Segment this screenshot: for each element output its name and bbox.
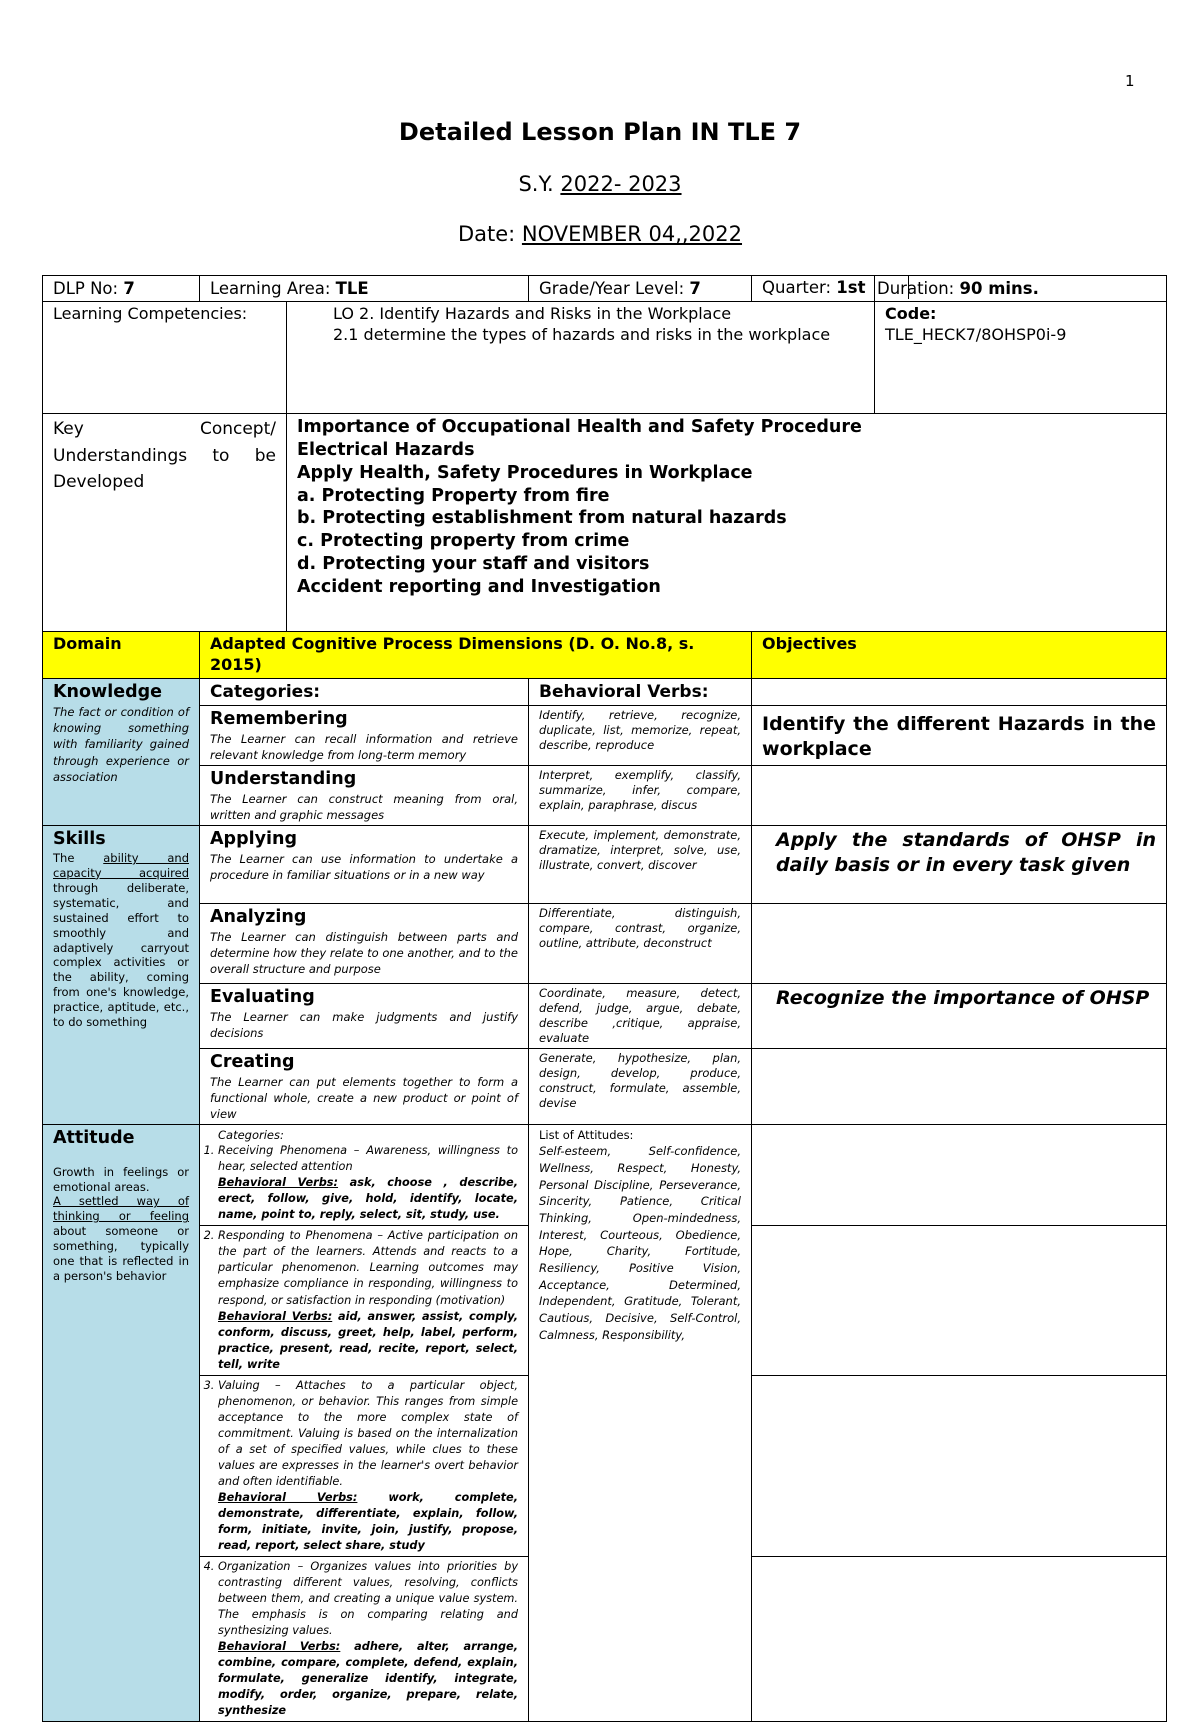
date-label: Date:	[457, 222, 522, 246]
cognitive-row-applying	[43, 826, 1167, 904]
key-concept-item: b. Protecting establishment from natural hazards	[297, 508, 787, 529]
category-desc: The Learner can use information to undertake a procedure in familiar situations or in a new way	[210, 851, 519, 882]
cognitive-row-understanding	[43, 766, 1167, 826]
attitude-item: 4. Organization – Organizes values into priorities by contrasting different values, resolving, conflicts between them, and creating a unique value system. The emphasis is on comparing relating and synthesizing values. Behavioral Verbs: adhere, alter, arrange, combine, compare, complete, defend, explain, formulate, generalize identify, integrate, modify, order, organize, prepare, relate, synthesize	[218, 1559, 518, 1719]
attitude-list: Self-esteem, Self-confidence, Wellness, Respect, Honesty, Personal Discipline, Perseverance, Sincerity, Patience, Critical Thinking, Open-mindedness, Interest, Courteous, Obedience, Hope, Charity, Fortitude, Resiliency, Positive Vision, Acceptance, Determined, Independent, Gratitude, Tolerant, Cautious, Decisive, Self-Control, Calmness, Responsibility,	[539, 1144, 742, 1342]
knowledge-desc: The fact or condition of knowing something with familiarity gained through experience or association	[53, 704, 189, 785]
sy-label: S.Y.	[518, 172, 561, 196]
objective: Identify the different Hazards in the workplace	[752, 706, 1167, 766]
attitude-row-1	[43, 1124, 1167, 1225]
key-concept-content	[287, 414, 1167, 632]
page-title: Detailed Lesson Plan IN TLE 7	[398, 118, 802, 146]
behavioral-verbs: Interpret, exemplify, classify, summarize, infer, compare, explain, paraphrase, discus	[529, 766, 752, 826]
behavioral-verbs: Differentiate, distinguish, compare, contrast, organize, outline, attribute, deconstruct	[529, 904, 752, 984]
category-desc: The Learner can distinguish between parts and determine how they relate to one another, and to the overall structure and purpose	[210, 929, 519, 977]
competency-line-2: 2.1 determine the types of hazards and risks in the workplace	[333, 325, 831, 345]
key-concept-item: Importance of Occupational Health and Safety Procedure	[297, 417, 862, 438]
page-number: 1	[1125, 72, 1135, 90]
competencies-content	[287, 302, 875, 414]
attitude-title: Attitude	[53, 1127, 135, 1148]
category-name: Creating	[210, 1051, 295, 1072]
category-desc: The Learner can recall information and retrieve relevant knowledge from long-term memory	[210, 731, 519, 762]
objectives-header: Objectives	[752, 632, 1167, 679]
objective	[752, 1048, 1167, 1124]
category-name: Evaluating	[210, 987, 315, 1008]
category-name: Understanding	[210, 769, 357, 790]
objective	[752, 904, 1167, 984]
competency-line-1: LO 2. Identify Hazards and Risks in the Workplace	[333, 304, 732, 324]
attitude-cell: Attitude Growth in feelings or emotional areas. A settled way of thinking or feeling about someone or something, typically one that is reflected in a person's behavior	[43, 1124, 200, 1721]
sy-value: 2022- 2023	[560, 172, 682, 196]
lesson-plan-table	[42, 275, 1167, 1722]
code-label: Code:	[885, 304, 937, 324]
key-concept-item: Electrical Hazards	[297, 440, 475, 461]
domain-header-row	[43, 632, 1167, 679]
header-row	[43, 276, 1167, 302]
attitude-categories-label: Categories:	[218, 1127, 284, 1142]
knowledge-cell	[43, 679, 200, 826]
categories-row	[43, 679, 1167, 706]
category-desc: The Learner can construct meaning from oral, written and graphic messages	[210, 791, 519, 822]
key-concept-row	[43, 414, 1167, 632]
attitude-item: 3. Valuing – Attaches to a particular object, phenomenon, or behavior. This ranges from simple acceptance to the more complex state of commitment. Valuing is based on the internalization of a set of specified values, while clues to these values are expresses in the learner's overt behavior and often identifiable. Behavioral Verbs: work, complete, demonstrate, differentiate, explain, follow, form, initiate, invite, join, justify, propose, read, report, select share, study	[218, 1378, 518, 1554]
verbs-label: Behavioral Verbs:	[529, 679, 752, 706]
date-value: NOVEMBER 04,,2022	[521, 222, 743, 246]
key-concept-item: d. Protecting your staff and visitors	[297, 553, 650, 574]
category-desc: The Learner can make judgments and justify decisions	[210, 1009, 519, 1040]
attitude-item: 2. Responding to Phenomena – Active participation on the part of the learners. Attends and reacts to a particular phenomenon. Learning outcomes may emphasize compliance in responding, willingness to respond, or satisfaction in responding (motivation) Behavioral Verbs: aid, answer, assist, comply, conform, discuss, greet, help, label, perform, practice, present, read, recite, report, select, tell, write	[218, 1228, 518, 1372]
behavioral-verbs: Coordinate, measure, detect, defend, judge, argue, debate, describe ,critique, appraise, evaluate	[529, 984, 752, 1049]
lesson-date	[0, 222, 1200, 246]
behavioral-verbs: Generate, hypothesize, plan, design, develop, produce, construct, formulate, assemble, devise	[529, 1048, 752, 1124]
duration-cell: Duration: 90 mins.	[875, 276, 1167, 302]
cognitive-row-remembering	[43, 706, 1167, 766]
objective	[752, 766, 1167, 826]
attitude-list-cell	[529, 1124, 752, 1721]
knowledge-title: Knowledge	[53, 682, 162, 703]
domain-header: Domain	[43, 632, 200, 679]
category-name: Remembering	[210, 709, 348, 730]
key-concept-item: c. Protecting property from crime	[297, 531, 630, 552]
attitude-desc-1: Growth in feelings or emotional areas.	[53, 1164, 189, 1194]
quarter-cell: Quarter: 1st	[752, 276, 909, 299]
cognitive-row-analyzing	[43, 904, 1167, 984]
code-value: TLE_HECK7/8OHSP0i-9	[885, 325, 1067, 345]
cognitive-row-evaluating	[43, 984, 1167, 1049]
skills-title: Skills	[53, 829, 106, 850]
key-concept-item: Apply Health, Safety Procedures in Workplace	[297, 462, 753, 483]
skills-cell: Skills The ability and capacity acquired through deliberate, systematic, and sustained effort to smoothly and adaptively carryout complex activities or the ability, coming from one's knowledge, practice, aptitude, etc., to do something	[43, 826, 200, 1125]
attitude-list-label: List of Attitudes:	[539, 1127, 634, 1142]
behavioral-verbs: Identify, retrieve, recognize, duplicate, list, memorize, repeat, describe, reproduce	[529, 706, 752, 766]
categories-label: Categories:	[200, 679, 529, 706]
cognitive-row-creating	[43, 1048, 1167, 1124]
dimensions-header: Adapted Cognitive Process Dimensions (D. O. No.8, s. 2015)	[200, 632, 752, 679]
area-cell: Learning Area: TLE	[200, 276, 529, 302]
category-desc: The Learner can put elements together to form a functional whole, create a new product or point of view	[210, 1074, 519, 1121]
key-concept-item: Accident reporting and Investigation	[297, 576, 661, 597]
key-concept-label: Key Concept/ Understandings to be Developed	[43, 414, 287, 632]
category-name: Applying	[210, 829, 297, 850]
code-cell	[875, 302, 1167, 414]
competencies-label: Learning Competencies:	[43, 302, 287, 414]
objective: Recognize the importance of OHSP	[752, 984, 1167, 1049]
dlp-cell: DLP No: 7	[43, 276, 200, 302]
objective: Apply the standards of OHSP in daily basis or in every task given	[752, 826, 1167, 904]
key-concept-item: a. Protecting Property from fire	[297, 485, 610, 506]
category-name: Analyzing	[210, 907, 307, 928]
competencies-row	[43, 302, 1167, 414]
attitude-item: 1. Receiving Phenomena – Awareness, willingness to hear, selected attention Behavioral Verbs: ask, choose , describe, erect, follow, give, hold, identify, locate, name, point to, reply, select, sit, study, use.	[218, 1143, 518, 1223]
school-year	[0, 172, 1200, 196]
grade-cell: Grade/Year Level: 7	[529, 276, 752, 302]
behavioral-verbs: Execute, implement, demonstrate, dramatize, interpret, solve, use, illustrate, convert, discover	[529, 826, 752, 904]
